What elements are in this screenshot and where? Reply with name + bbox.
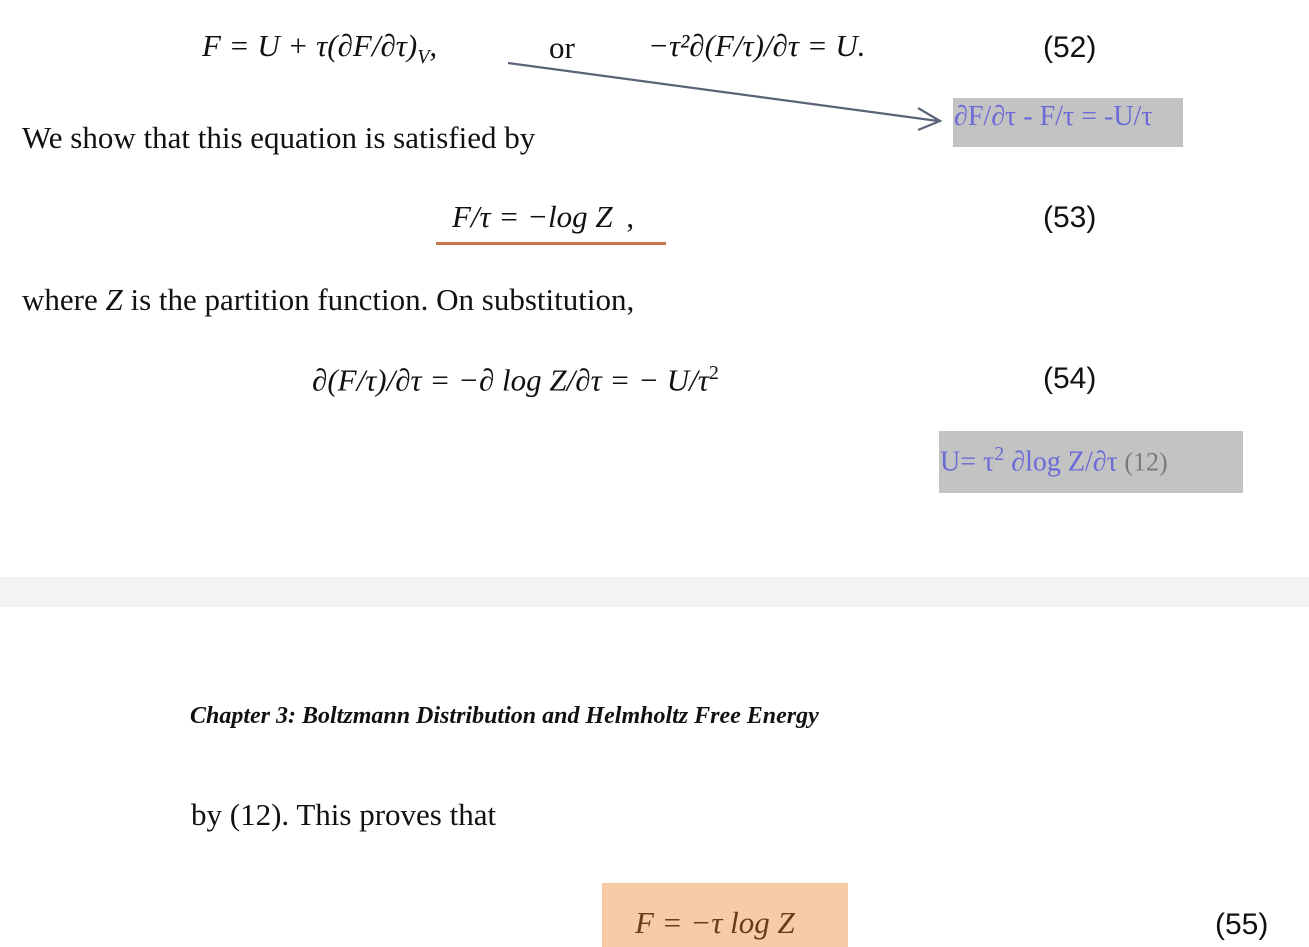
body-text-line-1: We show that this equation is satisfied by — [22, 120, 536, 155]
equation-53 — [452, 199, 634, 235]
page-bottom — [0, 607, 1309, 947]
sticky-annotation-energy[interactable] — [939, 431, 1243, 493]
equation-53-body: F/τ = −log Z — [452, 199, 613, 234]
body-text-line-2 — [22, 282, 634, 318]
annotation-energy-pre: U= τ — [940, 446, 995, 478]
annotation-energy-ref: (12) — [1117, 447, 1168, 477]
page-separator — [0, 577, 1309, 607]
body-text-line-2-post: is the partition function. On substitution, — [122, 282, 635, 317]
equation-52-left-body: F = U + τ(∂F/∂τ) — [202, 28, 418, 63]
annotation-energy-post: ∂log Z/∂τ — [1004, 446, 1118, 478]
equation-54 — [312, 362, 719, 398]
equation-52-number: (52) — [1043, 31, 1097, 64]
equation-54-number: (54) — [1043, 362, 1097, 395]
body-text-line-3: by (12). This proves that — [191, 797, 497, 832]
equation-55-number: (55) — [1215, 908, 1269, 941]
equation-52-subscript: V — [417, 46, 430, 69]
equation-54-sup: 2 — [708, 362, 719, 384]
annotation-energy-sup: 2 — [994, 443, 1005, 465]
equation-54-body: ∂(F/τ)/∂τ = −∂ log Z/∂τ = − U/τ — [312, 362, 709, 398]
equation-52-comma: , — [429, 28, 438, 63]
equation-53-number: (53) — [1043, 201, 1097, 234]
equation-55: F = −τ log Z — [635, 905, 795, 940]
equation-53-comma: , — [626, 199, 635, 234]
equation-53-underline — [436, 242, 666, 245]
chapter-header: Chapter 3: Boltzmann Distribution and Helmholtz Free Energy — [190, 703, 819, 729]
body-text-line-2-var: Z — [105, 282, 123, 317]
annotation-derivative-text: ∂F/∂τ - F/τ = -U/τ — [954, 101, 1153, 132]
equation-52-right: −τ²∂(F/τ)/∂τ = U. — [648, 28, 866, 63]
equation-52-or: or — [549, 30, 575, 65]
sticky-annotation-derivative[interactable] — [953, 98, 1183, 147]
body-text-line-2-pre: where — [22, 282, 106, 317]
